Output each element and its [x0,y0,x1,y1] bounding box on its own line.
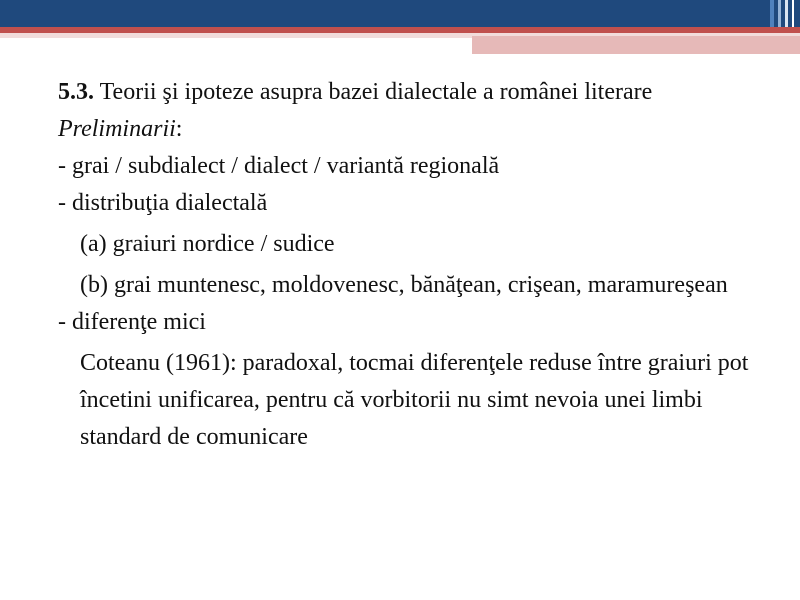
bullet-terms: - grai / subdialect / dialect / variantă regională [58,153,500,179]
preliminary-label: Preliminarii [58,116,176,142]
header-stripe [785,0,788,27]
header-stripe [778,0,781,27]
header-pink-block [472,36,800,54]
bullet-distribution: - distribuţia dialectală [58,190,268,216]
preliminary-colon: : [175,116,183,142]
preliminary-line [58,111,758,148]
bullet-differences: - diferenţe mici [58,309,206,335]
coteanu-note: Coteanu (1961): paradoxal, tocmai diferenţele reduse între graiuri pot încetini unificarea, pentru că vorbitorii nu simt nevoia unei limbi standard de comunicare [80,350,749,450]
header-stripe [770,0,774,27]
header-navy-bar [0,0,800,27]
slide-body [58,74,758,456]
distribution-a: (a) graiuri nordice / sudice [80,231,335,257]
distribution-b: (b) grai muntenesc, moldovenesc, bănăţean, crişean, maramureşean [80,272,728,298]
slide-header-band [0,0,800,58]
section-title: Teorii şi ipoteze asupra bazei dialectale a românei literare [94,79,653,105]
header-stripe [792,0,794,27]
section-heading [58,74,758,111]
section-number: 5.3. [58,79,94,105]
